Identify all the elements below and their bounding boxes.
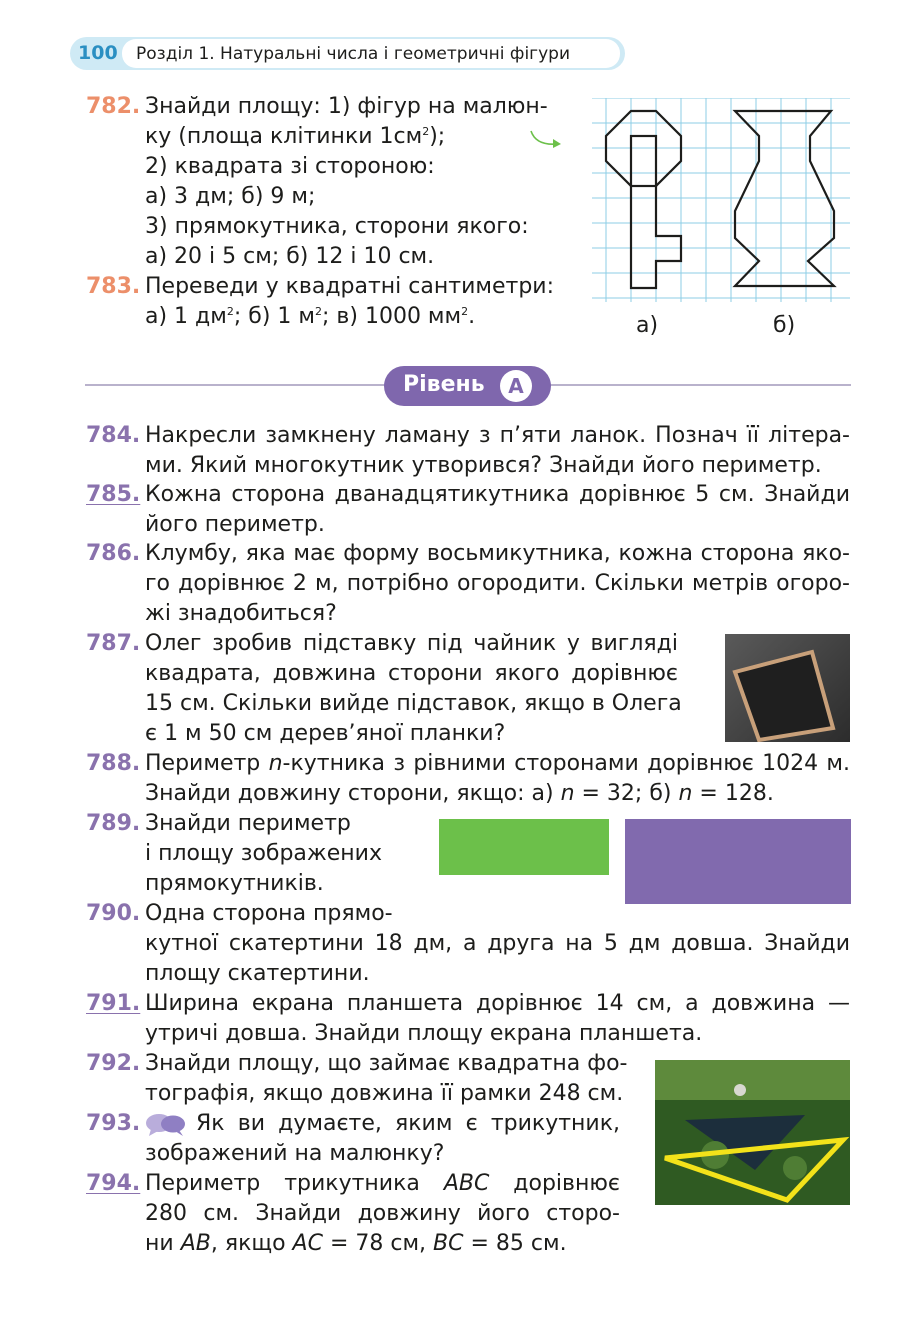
task-787-number: 787. [86, 631, 141, 656]
task-line: Знайди довжину сторони, якщо: а) n = 32; б) n = 128. [145, 781, 774, 806]
task-793 [196, 1109, 620, 1139]
task-788-number: 788. [86, 751, 141, 776]
task-line: площу скатертини. [145, 961, 370, 986]
task-line: Знайди периметр [145, 811, 351, 836]
task-line: а) 3 дм; б) 9 м; [145, 184, 316, 209]
page-number: 100 [78, 42, 118, 64]
task-782 [145, 92, 555, 272]
task-line: є 1 м 50 см дерев’яної планки? [145, 721, 506, 746]
task-line: Накресли замкнену ламану з п’яти ланок. Познач її літера- [145, 423, 850, 448]
task-line: його периметр. [145, 512, 325, 537]
task-line: 280 см. Знайди довжину його сторо- [145, 1201, 620, 1226]
trivet-photo [725, 634, 850, 742]
task-792-number: 792. [86, 1051, 141, 1076]
task-786-number: 786. [86, 541, 141, 566]
task-line: Знайди площу, що займає квадратна фо- [145, 1051, 628, 1076]
task-line: жі знадобиться? [145, 601, 337, 626]
chapter-title: Розділ 1. Натуральні числа і геометричні фігури [136, 44, 571, 64]
task-line: ку (площа клітинки $1см^2$); [145, 124, 446, 149]
task-787 [145, 629, 682, 749]
task-line: Кожна сторона дванадцятикутника дорівнює 5 см. Знайди [145, 482, 850, 507]
task-785-number: 785. [86, 482, 141, 507]
task-line: Знайди площу: 1) фігур на малюн- [145, 94, 548, 119]
figure-a-label: а) [636, 313, 659, 338]
task-789-number: 789. [86, 811, 141, 836]
task-783 [145, 272, 560, 332]
task-790-cont [145, 929, 850, 989]
task-794 [145, 1169, 620, 1259]
task-784 [145, 421, 850, 481]
task-783-number: 783. [86, 274, 141, 299]
task-line: тографія, якщо довжина її рамки 248 см. [145, 1081, 624, 1106]
garden-photo [655, 1060, 850, 1205]
task-line: Переведи у квадратні сантиметри: [145, 274, 554, 299]
task-line: і площу зображених [145, 841, 382, 866]
task-784-number: 784. [86, 423, 141, 448]
discussion-icon [145, 1112, 187, 1138]
task-line: 3) прямокутника, сторони якого: [145, 214, 529, 239]
task-790-number: 790. [86, 901, 141, 926]
task-line: Олег зробив підставку під чайник у вигляді [145, 631, 678, 656]
task-line: Клумбу, яка має форму восьмикутника, кожна сторона яко- [145, 541, 850, 566]
task-line: Периметр трикутника ABC дорівнює [145, 1171, 620, 1196]
task-792 [145, 1049, 628, 1109]
task-line: 2) квадрата зі стороною: [145, 154, 435, 179]
task-line: ми. Який многокутник утворився? Знайди його периметр. [145, 453, 822, 478]
task-line: прямокутників. [145, 871, 324, 896]
task-line: ни AB, якщо AC = 78 см, BC = 85 см. [145, 1231, 567, 1256]
figure-b-label: б) [773, 313, 796, 338]
grid-figures [592, 98, 852, 303]
task-line: квадрата, довжина сторони якого дорівнює [145, 661, 678, 686]
task-782-number: 782. [86, 94, 141, 119]
task-line: Периметр n-кутника з рівними сторонами дорівнює 1024 м. [145, 751, 850, 776]
task-line: Як ви думаєте, яким є трикутник, [196, 1111, 620, 1136]
purple-rectangle [625, 819, 851, 904]
task-794-number: 794. [86, 1171, 141, 1196]
level-label: Рівень [403, 372, 485, 397]
figure-a-window [631, 136, 656, 186]
task-line: зображений на малюнку? [145, 1141, 445, 1166]
task-line: го дорівнює 2 м, потрібно огородити. Скільки метрів огоро- [145, 571, 850, 596]
task-line: а) 1 $дм^2$; б) 1 $м^2$; в) 1000 $мм^2$. [145, 304, 476, 329]
task-line: кутної скатертини 18 дм, а друга на 5 дм довша. Знайди [145, 931, 850, 956]
task-790 [145, 899, 850, 929]
task-785 [145, 480, 850, 540]
task-793-cont [145, 1139, 620, 1169]
task-line: а) 20 і 5 см; б) 12 і 10 см. [145, 244, 435, 269]
level-letter: А [500, 370, 532, 402]
task-line: утричі довша. Знайди площу екрана планшета. [145, 1021, 703, 1046]
task-line: 15 см. Скільки вийде підставок, якщо в Олега [145, 691, 682, 716]
task-791 [145, 989, 850, 1049]
task-789 [145, 809, 425, 899]
task-788 [145, 749, 850, 809]
figure-a-shape [606, 111, 681, 288]
task-line: Ширина екрана планшета дорівнює 14 см, а довжина — [145, 991, 850, 1016]
task-791-number: 791. [86, 991, 141, 1016]
task-793-number: 793. [86, 1111, 141, 1136]
curved-arrow-icon [528, 128, 566, 152]
task-786 [145, 539, 850, 629]
task-line: Одна сторона прямо- [145, 901, 393, 926]
green-rectangle [439, 819, 609, 875]
